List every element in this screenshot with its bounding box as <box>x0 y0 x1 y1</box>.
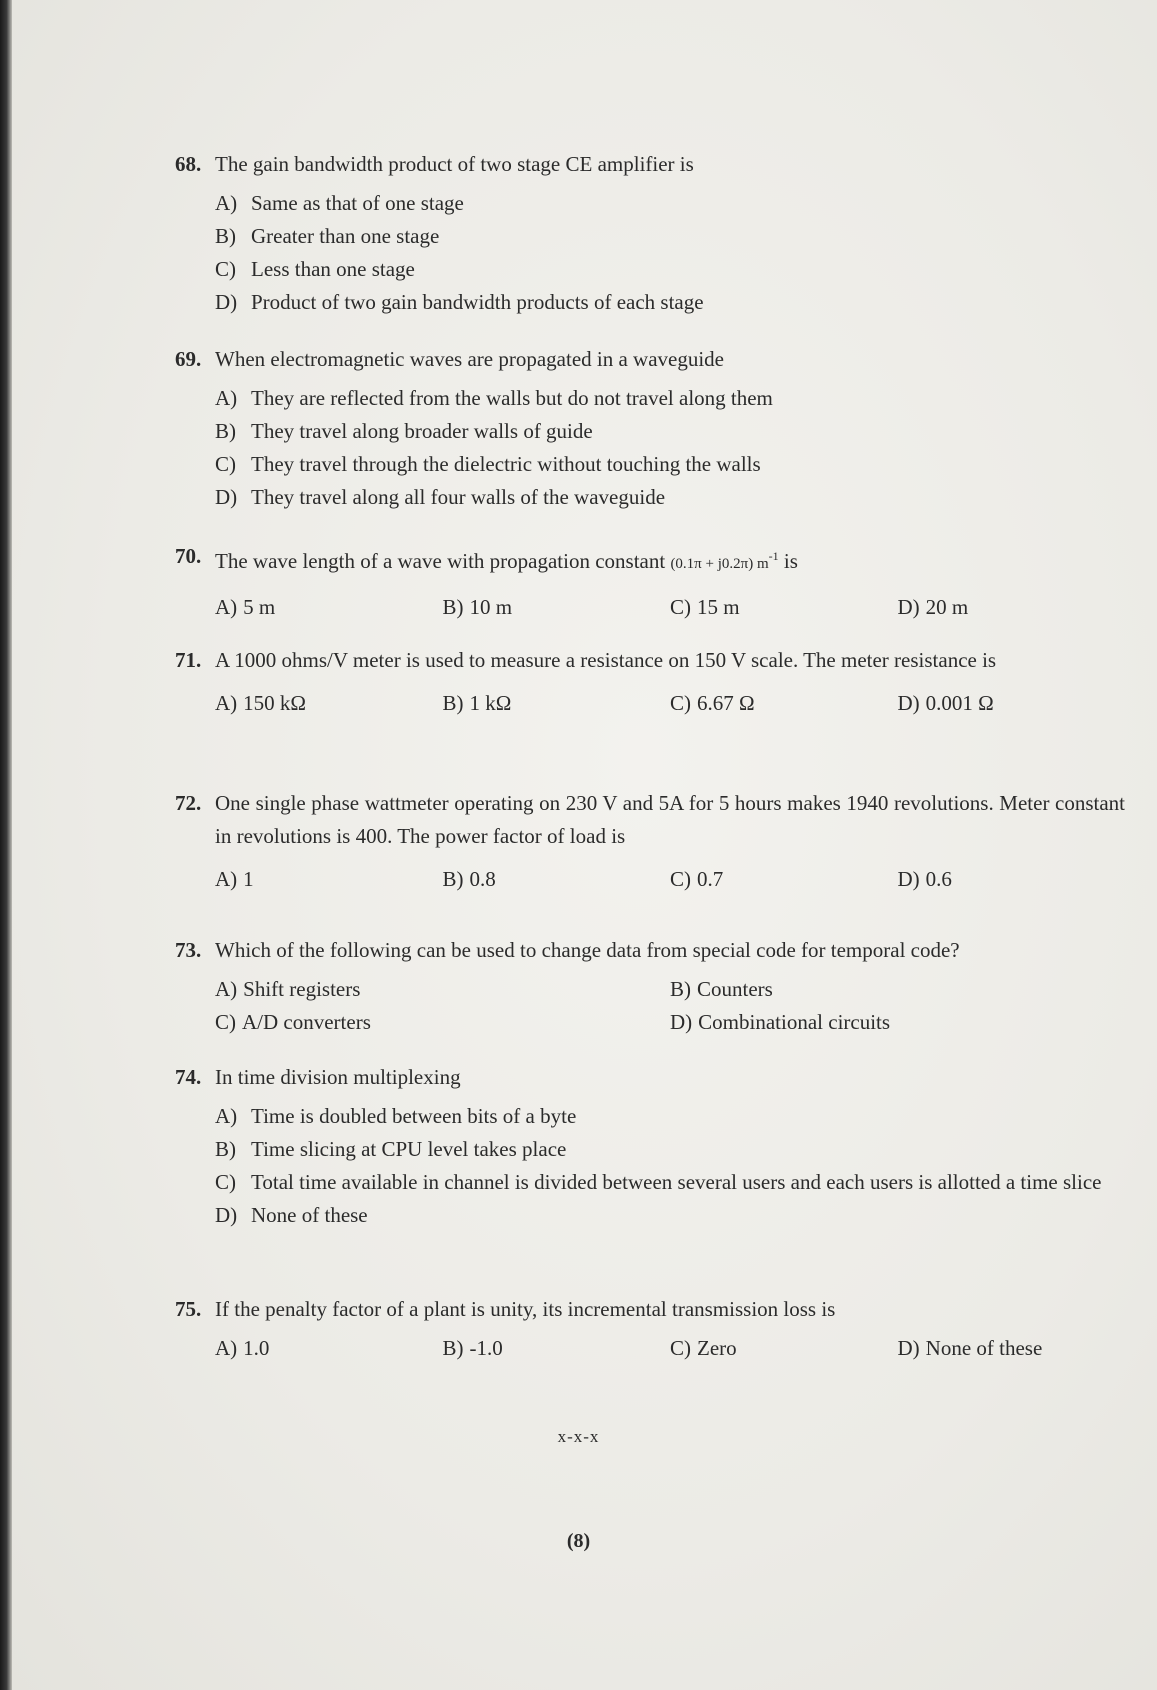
options-row <box>215 863 1125 896</box>
question-text: The wave length of a wave with propagation constant (0.1π + j0.2π) $m^{-1}$ is <box>215 549 798 573</box>
end-of-paper-mark: x-x-x <box>557 1427 600 1446</box>
option-c: C) 6.67 Ω <box>670 691 755 715</box>
options-row <box>215 687 1125 720</box>
question-text: A 1000 ohms/V meter is used to measure a resistance on 150 V scale. The meter resistance is <box>215 648 997 672</box>
options-row <box>215 1332 1125 1365</box>
option-b: B) -1.0 <box>442 1336 503 1360</box>
option-a: A) Time is doubled between bits of a byte <box>215 1104 577 1128</box>
question-number: 73. <box>175 938 202 962</box>
option-b: B) They travel along broader walls of guide <box>215 419 593 443</box>
option-a: A) 5 m <box>215 595 276 619</box>
question-71 <box>175 644 1125 720</box>
question-text: The gain bandwidth product of two stage CE amplifier is <box>215 152 694 176</box>
option-d: D) Product of two gain bandwidth products of each stage <box>215 290 704 314</box>
option-b: B) Counters <box>670 977 773 1001</box>
question-number: 68. <box>175 152 202 176</box>
question-70 <box>175 540 1125 624</box>
option-d: D) 0.001 Ω <box>897 691 994 715</box>
option-a: A) 1.0 <box>215 1336 270 1360</box>
question-72 <box>175 787 1125 896</box>
option-b: B) 0.8 <box>442 867 496 891</box>
options-list <box>215 1100 1125 1232</box>
option-a: A) 150 kΩ <box>215 691 307 715</box>
option-c: C) 0.7 <box>670 867 724 891</box>
option-d: D) They travel along all four walls of the waveguide <box>215 485 666 509</box>
options-list <box>215 187 1125 319</box>
question-text: In time division multiplexing <box>215 1065 461 1089</box>
propagation-constant-formula: (0.1π + j0.2π) m <box>670 556 769 572</box>
page-number: (8) <box>566 1530 591 1552</box>
option-a: A) Same as that of one stage <box>215 191 464 215</box>
question-number: 74. <box>175 1065 202 1089</box>
option-b: B) Time slicing at CPU level takes place <box>215 1137 567 1161</box>
option-c: C) Less than one stage <box>215 257 415 281</box>
option-a: A) Shift registers <box>215 977 361 1001</box>
option-c: C) Zero <box>670 1336 737 1360</box>
option-b: B) 1 kΩ <box>442 691 512 715</box>
question-number: 70. <box>175 544 202 568</box>
option-c: C) Total time available in channel is divided between several users and each users is allotted a time slice <box>215 1170 1102 1194</box>
options-row <box>215 591 1125 624</box>
question-75 <box>175 1293 1125 1365</box>
option-d: D) 0.6 <box>897 867 952 891</box>
option-d: D) 20 m <box>897 595 969 619</box>
question-number: 72. <box>175 791 202 815</box>
question-text: When electromagnetic waves are propagated in a waveguide <box>215 347 725 371</box>
question-74 <box>175 1061 1125 1232</box>
question-68 <box>175 148 1125 319</box>
option-d: D) Combinational circuits <box>670 1010 891 1034</box>
question-text: One single phase wattmeter operating on 230 V and 5A for 5 hours makes 1940 revolutions. Meter constant in revolutions is 400. The power factor of load is <box>215 791 1125 848</box>
option-b: B) 10 m <box>442 595 513 619</box>
option-a: A) They are reflected from the walls but do not travel along them <box>215 386 773 410</box>
question-number: 69. <box>175 347 202 371</box>
option-b: B) Greater than one stage <box>215 224 440 248</box>
question-number: 75. <box>175 1297 202 1321</box>
question-69 <box>175 343 1125 514</box>
option-d: D) None of these <box>215 1203 368 1227</box>
options-grid <box>215 973 1125 1039</box>
option-c: C) A/D converters <box>215 1010 371 1034</box>
question-73 <box>175 934 1125 1039</box>
question-text: If the penalty factor of a plant is unity, its incremental transmission loss is <box>215 1297 836 1321</box>
option-c: C) They travel through the dielectric without touching the walls <box>215 452 761 476</box>
question-text: Which of the following can be used to change data from special code for temporal code? <box>215 938 960 962</box>
option-d: D) None of these <box>897 1336 1043 1360</box>
option-c: C) 15 m <box>670 595 740 619</box>
options-list <box>215 382 1125 514</box>
option-a: A) 1 <box>215 867 254 891</box>
question-number: 71. <box>175 648 202 672</box>
